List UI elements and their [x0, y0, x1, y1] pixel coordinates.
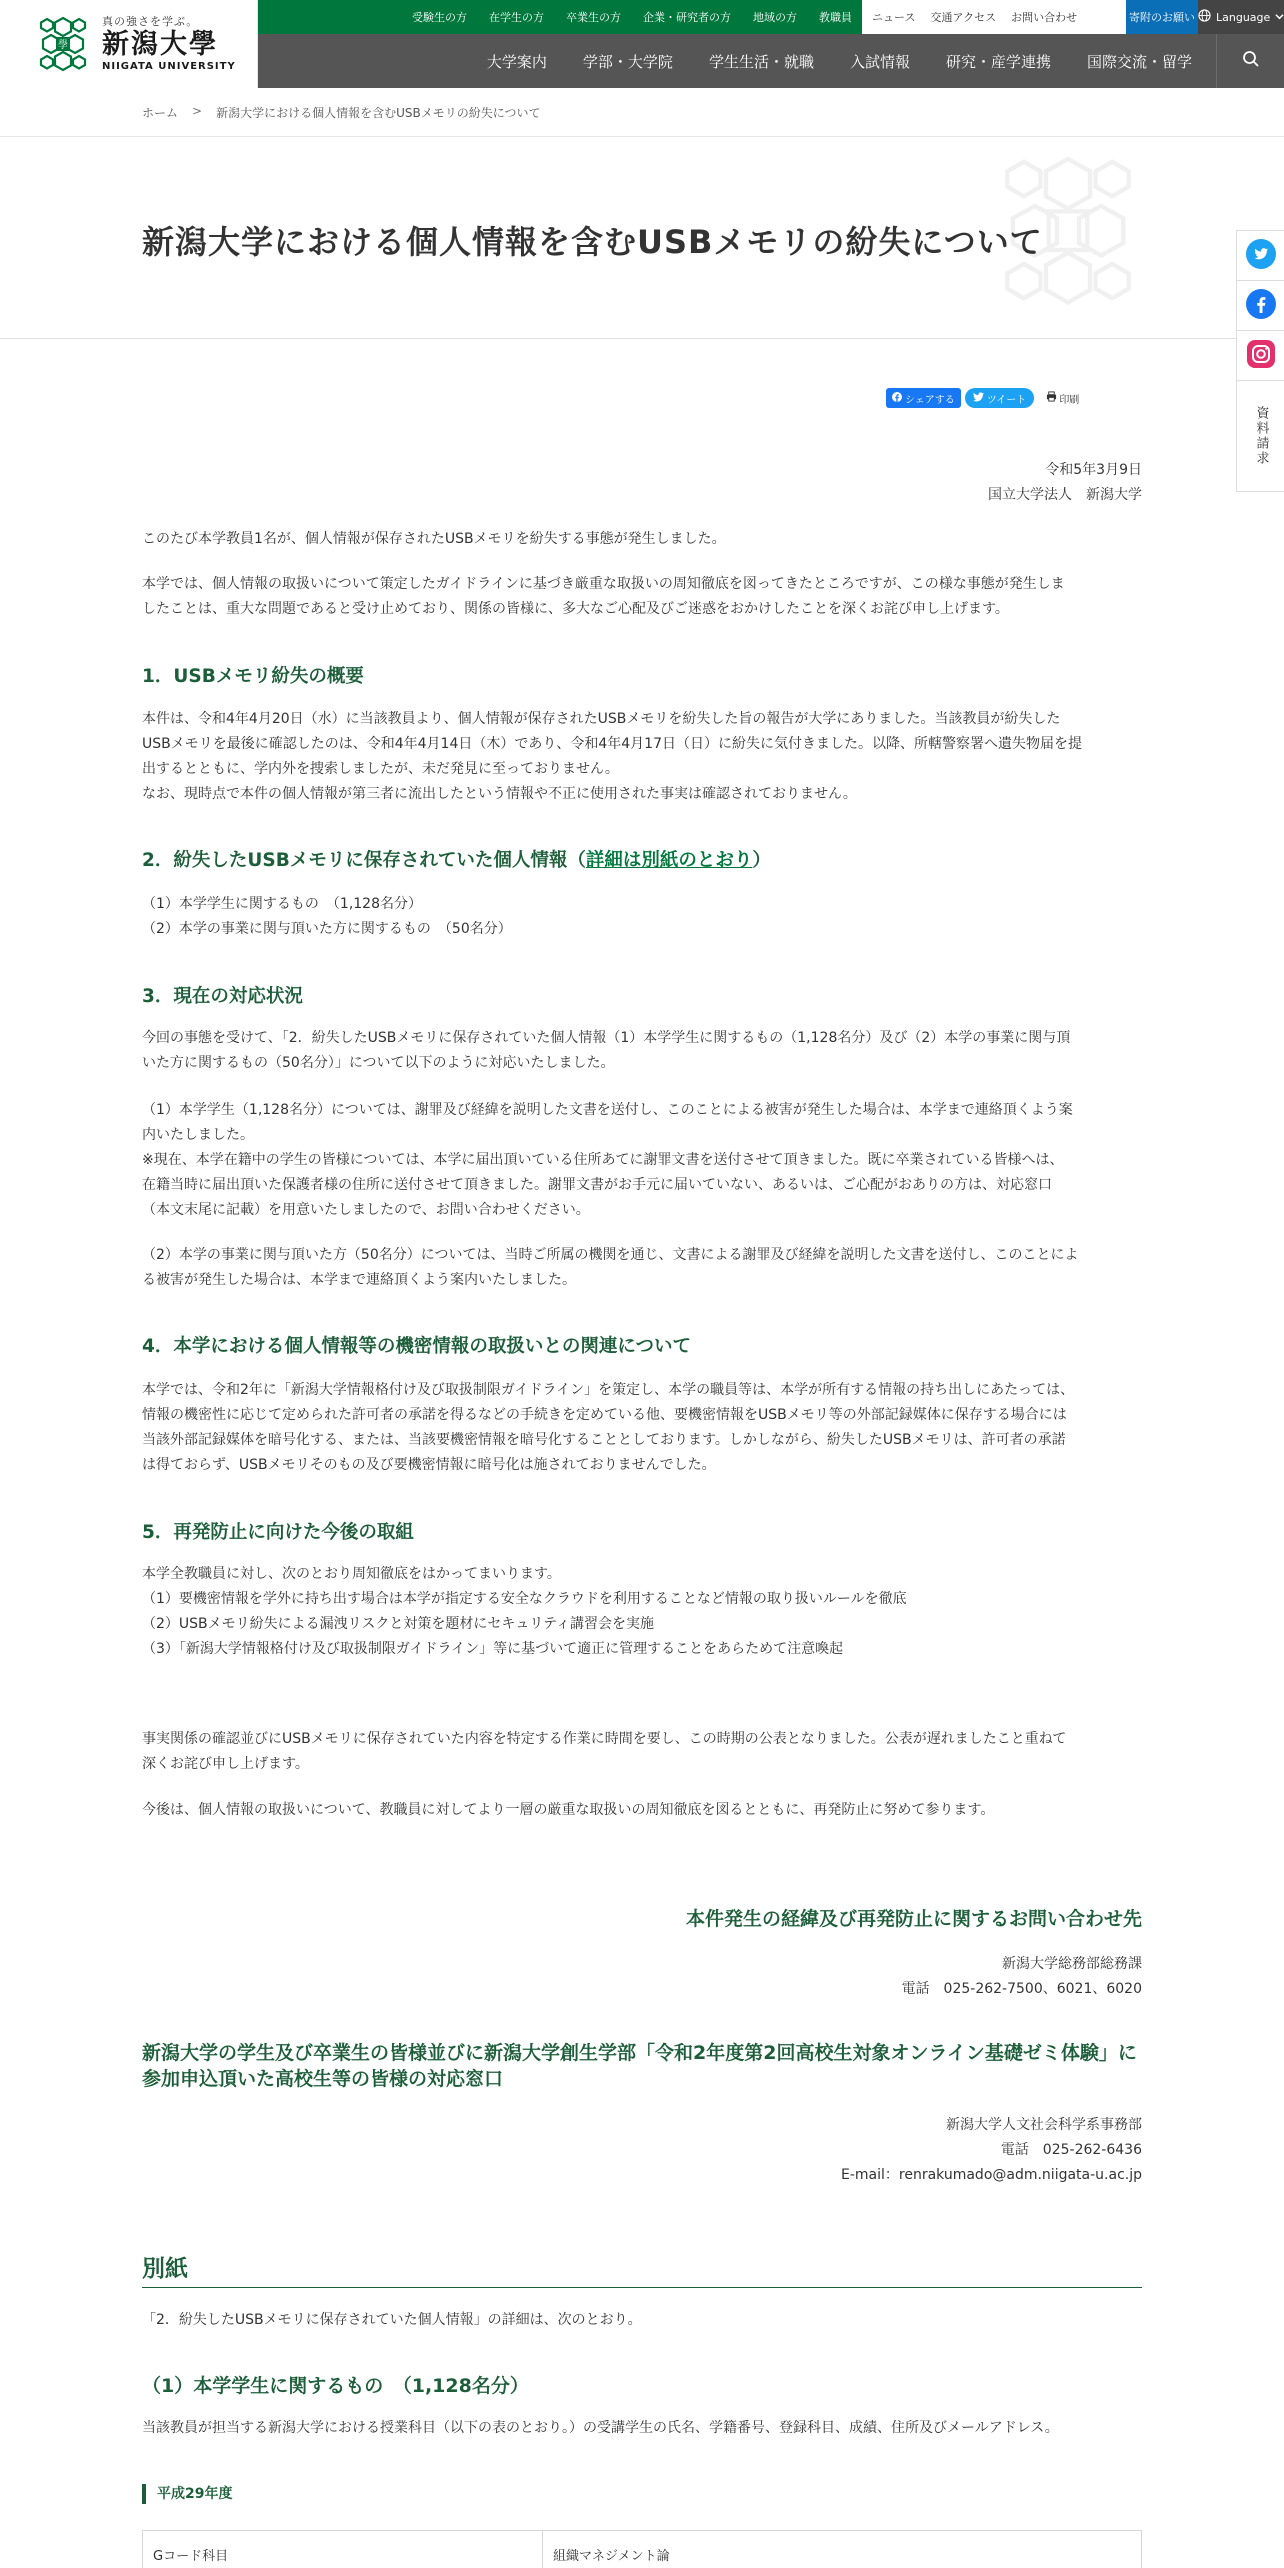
link-staff[interactable]: 教職員: [819, 11, 852, 24]
breadcrumb-home[interactable]: ホーム: [142, 106, 179, 120]
publish-date: 令和5年3月9日: [1045, 462, 1142, 478]
annex-subheading-1: （1）本学学生に関するもの （1,128名分）: [142, 2375, 529, 2397]
printer-icon: [1046, 391, 1057, 405]
instagram-icon: [1246, 339, 1276, 373]
table-row: [143, 2531, 1142, 2568]
facebook-link[interactable]: [1237, 281, 1284, 331]
link-students[interactable]: 在学生の方: [489, 11, 544, 24]
section-2-list: [142, 892, 1142, 942]
facebook-share-label: シェアする: [905, 394, 955, 406]
request-materials-link[interactable]: 資料請求: [1253, 406, 1269, 466]
contact-2-tel: 電話 025-262-6436: [1000, 2142, 1142, 2158]
university-emblem-icon: [34, 15, 92, 73]
search-button[interactable]: [1216, 34, 1284, 88]
utility-links: [862, 0, 1126, 34]
annex-subtext-1: 当該教員が担当する新潟大学における授業科目（以下の表のとおり。）の受講学生の氏名、学籍番号、登録科目、成績、住所及びメールアドレス。: [142, 2420, 1059, 2436]
logo-tagline: 真の強さを学ぶ。: [102, 15, 199, 28]
course-table: [142, 2530, 1142, 2568]
section-1-body: 本件は、令和4年4月20日（水）に当該教員より、個人情報が保存されたUSBメモリを紛失した旨の報告が大学にありました。当該教員が紛失した USBメモリを最後に確認したのは、令和4年4月14日（木）であり、令和4年4月17日（日）に紛失に気付きました。以降、所轄警察署へ遺失物届を提 出するとともに、学内外を捜索しましたが、未だ発見に至っておりません。 なお、現時点で本件の個人情報が第三者に流出したという情報や不正に使用された事実は確認されておりません。: [142, 711, 1082, 802]
svg-text:學: 學: [58, 40, 68, 51]
link-contact[interactable]: お問い合わせ: [1011, 11, 1078, 24]
section-1-heading: 1．USBメモリ紛失の概要: [142, 666, 364, 687]
annex-intro: 「2．紛失したUSBメモリに保存されていた個人情報」の詳細は、次のとおり。: [142, 2312, 642, 2328]
link-news[interactable]: ニュース: [872, 11, 916, 24]
section-3-heading: 3．現在の対応状況: [142, 986, 303, 1007]
donate-button[interactable]: 寄附のお願い: [1126, 0, 1198, 34]
section-3-paragraph-2: （1）本学学生（1,128名分）については、謝罪及び経緯を説明した文書を送付し、このことによる被害が発生した場合は、本学まで連絡頂くよう案 内いたしました。 ※現在、本学在籍中の学生の皆様については、本学に届出頂いている住所あてに謝罪文書を送付させて頂きました。既に卒業されている皆様へは、 在籍当時に届出頂いた保護者様の住所に送付させて頂きました。謝罪文書がお手元に届いていない、あるいは、ご心配がおありの方は、対応窓口 （本文末尾に記載）を用意いたしましたので、お問い合わせください。: [142, 1102, 1073, 1218]
table-cell-label: Gコード科目: [143, 2531, 543, 2568]
year-heading: 平成29年度: [142, 2484, 232, 2504]
print-button[interactable]: [1046, 391, 1079, 406]
facebook-icon: [1246, 289, 1276, 323]
site-logo[interactable]: [0, 0, 258, 88]
site-header: [0, 0, 1284, 88]
contact-2-org: 新潟大学人文社会科学系事務部: [946, 2117, 1142, 2133]
section-4-heading: 4．本学における個人情報等の機密情報の取扱いとの関連について: [142, 1336, 692, 1357]
main-nav: [258, 34, 1284, 88]
facebook-icon: [892, 392, 902, 405]
logo-name: 新潟大學: [102, 29, 218, 60]
share-buttons: [886, 388, 1079, 408]
breadcrumb-current: 新潟大学における個人情報を含むUSBメモリの紛失について: [216, 106, 541, 120]
contact-1-org: 新潟大学総務部総務課: [1002, 1956, 1142, 1972]
top-bar: [258, 0, 1284, 34]
contact-2-email[interactable]: E-mail：renrakumado@adm.niigata-u.ac.jp: [841, 2167, 1142, 2183]
closing-paragraph-1: 事実関係の確認並びにUSBメモリに保存されていた内容を特定する作業に時間を要し、この時期の公表となりました。公表が遅れましたこと重ねて 深くお詫び申し上げます。: [142, 1731, 1067, 1772]
list-item: （2）本学の事業に関与頂いた方に関するもの （50名分）: [142, 921, 512, 937]
twitter-share-label: ツイート: [986, 394, 1027, 406]
section-3-paragraph-3: （2）本学の事業に関与頂いた方（50名分）については、当時ご所属の機関を通じ、文書による謝罪及び経緯を説明した文書を送付し、このことによ る被害が発生した場合は、本学まで連絡頂くよう案内いたしました。: [142, 1247, 1079, 1288]
logo-name-en: NIIGATA UNIVERSITY: [102, 61, 236, 72]
contact-2-heading: 新潟大学の学生及び卒業生の皆様並びに新潟大学創生学部「令和2年度第2回高校生対象オンライン基礎ゼミ体験」に 参加申込頂いた高校生等の皆様の対応窓口: [142, 2042, 1137, 2090]
closing-paragraph-2: 今後は、個人情報の取扱いについて、教職員に対してより一層の厳重な取扱いの周知徹底を図るとともに、再発防止に努めて参ります。: [142, 1802, 995, 1818]
facebook-share-button[interactable]: [886, 388, 961, 408]
intro-paragraph-2: 本学では、個人情報の取扱いについて策定したガイドラインに基づき厳重な取扱いの周知徹底を図ってきたところですが、この様な事態が発生しま したことは、重大な問題であると受け止めており、関係の皆様に、多大なご心配及びご迷惑をおかけしたことを深くお詫び申し上げます。: [142, 576, 1065, 617]
section-5-body: 本学全教職員に対し、次のとおり周知徹底をはかってまいります。 （1）要機密情報を学外に持ち出す場合は本学が指定する安全なクラウドを利用することなど情報の取り扱いルールを徹底 （2）USBメモリ紛失による漏洩リスクと対策を題材にセキュリティ講習会を実施 （3）「新潟大学情報格付け及び取扱制限ガイドライン」等に基づいて適正に管理することをあらためて注意喚起: [142, 1566, 907, 1657]
table-cell-value: 組織マネジメント論: [543, 2531, 1142, 2568]
nav-student-life[interactable]: 学生生活・就職: [708, 52, 814, 71]
language-label: Language: [1216, 10, 1271, 24]
link-applicants[interactable]: 受験生の方: [412, 11, 467, 24]
audience-links: [258, 0, 862, 34]
search-icon: [1242, 50, 1260, 72]
page-title: 新潟大学における個人情報を含むUSBメモリの紛失について: [142, 223, 1043, 261]
link-access[interactable]: 交通アクセス: [930, 11, 997, 24]
section-4-body: 本学では、令和2年に「新潟大学情報格付け及び取扱制限ガイドライン」を策定し、本学の職員等は、本学が所有する情報の持ち出しにあたっては、 情報の機密性に応じて定められた許可者の承諾を得るなどの手続きを定めている他、要機密情報をUSBメモリ等の外部記録媒体に保存する場合には 当該外部記録媒体を暗号化する、または、当該要機密情報を暗号化することとしております。しかしながら、紛失したUSBメモリは、許可者の承諾 は得ておらず、USBメモリそのもの及び要機密情報に暗号化は施されておりませんでした。: [142, 1382, 1075, 1473]
nav-research[interactable]: 研究・産学連携: [945, 52, 1051, 71]
annex-heading: 別紙: [142, 2250, 1142, 2288]
nav-faculties[interactable]: 学部・大学院: [582, 52, 673, 71]
section-5-heading: 5．再発防止に向けた今後の取組: [142, 1522, 414, 1543]
social-sidebar: [1236, 230, 1284, 492]
breadcrumb-separator: >: [192, 104, 203, 118]
intro-paragraph-1: このたび本学教員1名が、個人情報が保存されたUSBメモリを紛失する事態が発生しました。: [142, 531, 726, 547]
nav-international[interactable]: 国際交流・留学: [1086, 52, 1192, 71]
nav-admissions[interactable]: 入試情報: [849, 52, 910, 71]
twitter-link[interactable]: [1237, 231, 1284, 281]
link-community[interactable]: 地域の方: [753, 11, 797, 24]
contact-1-heading: 本件発生の経緯及び再発防止に関するお問い合わせ先: [685, 1908, 1142, 1930]
section-2-heading: 2．紛失したUSBメモリに保存されていた個人情報（詳細は別紙のとおり）: [142, 850, 771, 871]
annex-link[interactable]: 詳細は別紙のとおり: [585, 850, 753, 871]
twitter-icon: [1246, 239, 1276, 273]
contact-1-tel: 電話 025-262-7500、6021、6020: [901, 1981, 1142, 1997]
link-alumni[interactable]: 卒業生の方: [566, 11, 621, 24]
instagram-link[interactable]: [1237, 331, 1284, 381]
twitter-icon: [973, 392, 984, 405]
language-selector[interactable]: [1198, 0, 1284, 34]
list-item: （1）本学学生に関するもの （1,128名分）: [142, 896, 422, 912]
section-3-paragraph-1: 今回の事態を受けて、「2．紛失したUSBメモリに保存されていた個人情報（1）本学学生に関するもの（1,128名分）及び（2）本学の事業に関与頂 いた方に関するもの（50名分）」について以下のように対応いたしました。: [142, 1030, 1071, 1071]
publisher: 国立大学法人 新潟大学: [988, 487, 1142, 503]
title-area: [0, 137, 1284, 339]
twitter-share-button[interactable]: [965, 388, 1035, 408]
chevron-down-icon: [1275, 11, 1284, 24]
breadcrumb: [142, 104, 540, 121]
link-business[interactable]: 企業・研究者の方: [643, 11, 731, 24]
print-label: 印刷: [1059, 394, 1080, 406]
nav-about[interactable]: 大学案内: [486, 52, 547, 71]
globe-icon: [1198, 9, 1211, 25]
